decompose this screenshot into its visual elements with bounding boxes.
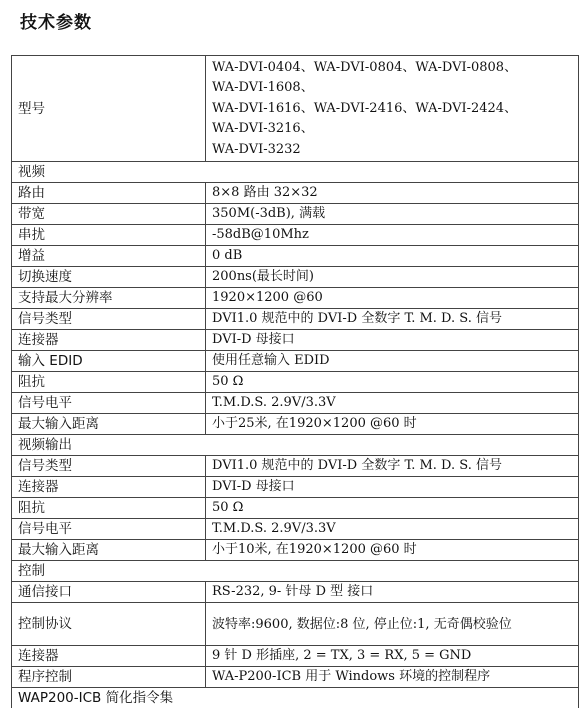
table-row bbox=[12, 456, 579, 477]
spec-label: 阻抗 bbox=[12, 372, 206, 393]
table-row bbox=[12, 309, 579, 330]
model-line: WA-DVI-1616、WA-DVI-2416、WA-DVI-2424、 bbox=[212, 100, 518, 116]
table-row bbox=[12, 414, 579, 435]
section-row bbox=[12, 162, 579, 183]
spec-label: 通信接口 bbox=[12, 582, 206, 603]
spec-value: 8×8 路由 32×32 bbox=[206, 183, 579, 204]
spec-label: 控制协议 bbox=[12, 603, 206, 646]
spec-label: 程序控制 bbox=[12, 667, 206, 688]
table-row bbox=[12, 183, 579, 204]
spec-label: 信号电平 bbox=[12, 393, 206, 414]
spec-label: 最大输入距离 bbox=[12, 414, 206, 435]
model-line: WA-DVI-3232 bbox=[212, 141, 301, 157]
spec-value: 小于10米, 在1920×1200 @60 时 bbox=[206, 540, 579, 561]
spec-value: -58dB@10Mhz bbox=[206, 225, 579, 246]
table-row bbox=[12, 204, 579, 225]
spec-value: 小于25米, 在1920×1200 @60 时 bbox=[206, 414, 579, 435]
section-row bbox=[12, 688, 579, 709]
table-row bbox=[12, 288, 579, 309]
spec-label: 支持最大分辨率 bbox=[12, 288, 206, 309]
spec-label: 最大输入距离 bbox=[12, 540, 206, 561]
spec-value: DVI-D 母接口 bbox=[206, 330, 579, 351]
spec-label: 阻抗 bbox=[12, 498, 206, 519]
spec-label: 连接器 bbox=[12, 330, 206, 351]
spec-label: 路由 bbox=[12, 183, 206, 204]
spec-value: DVI-D 母接口 bbox=[206, 477, 579, 498]
spec-label: 连接器 bbox=[12, 477, 206, 498]
page-title: 技术参数 bbox=[20, 13, 92, 33]
section-heading-video-output: 视频输出 bbox=[12, 435, 579, 456]
spec-label: 信号电平 bbox=[12, 519, 206, 540]
spec-value: 350M(-3dB), 满载 bbox=[206, 204, 579, 225]
table-row bbox=[12, 667, 579, 688]
table-row bbox=[12, 246, 579, 267]
table-row bbox=[12, 498, 579, 519]
spec-label: 信号类型 bbox=[12, 456, 206, 477]
spec-value: 200ns(最长时间) bbox=[206, 267, 579, 288]
table-row bbox=[12, 330, 579, 351]
table-row bbox=[12, 519, 579, 540]
table-row bbox=[12, 582, 579, 603]
spec-label: 带宽 bbox=[12, 204, 206, 225]
spec-value: 50 Ω bbox=[206, 372, 579, 393]
spec-label: 连接器 bbox=[12, 646, 206, 667]
table-row bbox=[12, 225, 579, 246]
spec-label: 串扰 bbox=[12, 225, 206, 246]
spec-value: RS-232, 9- 针母 D 型 接口 bbox=[206, 582, 579, 603]
spec-value: WA-P200-ICB 用于 Windows 环境的控制程序 bbox=[206, 667, 579, 688]
model-list bbox=[206, 56, 579, 162]
spec-value: DVI1.0 规范中的 DVI-D 全数字 T. M. D. S. 信号 bbox=[206, 309, 579, 330]
table-row bbox=[12, 393, 579, 414]
table-row bbox=[12, 56, 579, 162]
section-heading-video: 视频 bbox=[12, 162, 579, 183]
spec-table bbox=[11, 55, 579, 708]
spec-label: 切换速度 bbox=[12, 267, 206, 288]
table-row bbox=[12, 540, 579, 561]
section-heading-command-set: WAP200-ICB 简化指令集 bbox=[12, 688, 579, 709]
spec-value: 0 dB bbox=[206, 246, 579, 267]
spec-label: 增益 bbox=[12, 246, 206, 267]
table-row bbox=[12, 646, 579, 667]
table-row bbox=[12, 267, 579, 288]
model-line: WA-DVI-0404、WA-DVI-0804、WA-DVI-0808、 bbox=[212, 59, 518, 75]
spec-value: 使用任意输入 EDID bbox=[206, 351, 579, 372]
section-row bbox=[12, 435, 579, 456]
spec-label: 信号类型 bbox=[12, 309, 206, 330]
spec-value: T.M.D.S. 2.9V/3.3V bbox=[206, 519, 579, 540]
spec-value: 9 针 D 形插座, 2 = TX, 3 = RX, 5 = GND bbox=[206, 646, 579, 667]
spec-value: T.M.D.S. 2.9V/3.3V bbox=[206, 393, 579, 414]
spec-value: 50 Ω bbox=[206, 498, 579, 519]
model-label: 型号 bbox=[12, 56, 206, 162]
model-line: WA-DVI-3216、 bbox=[212, 121, 314, 137]
spec-value: DVI1.0 规范中的 DVI-D 全数字 T. M. D. S. 信号 bbox=[206, 456, 579, 477]
table-row bbox=[12, 603, 579, 646]
spec-value: 1920×1200 @60 bbox=[206, 288, 579, 309]
spec-label: 输入 EDID bbox=[12, 351, 206, 372]
model-line: WA-DVI-1608、 bbox=[212, 80, 314, 96]
table-row bbox=[12, 351, 579, 372]
spec-value: 波特率:9600, 数据位:8 位, 停止位:1, 无奇偶校验位 bbox=[206, 603, 579, 646]
table-row bbox=[12, 477, 579, 498]
section-row bbox=[12, 561, 579, 582]
section-heading-control: 控制 bbox=[12, 561, 579, 582]
table-row bbox=[12, 372, 579, 393]
